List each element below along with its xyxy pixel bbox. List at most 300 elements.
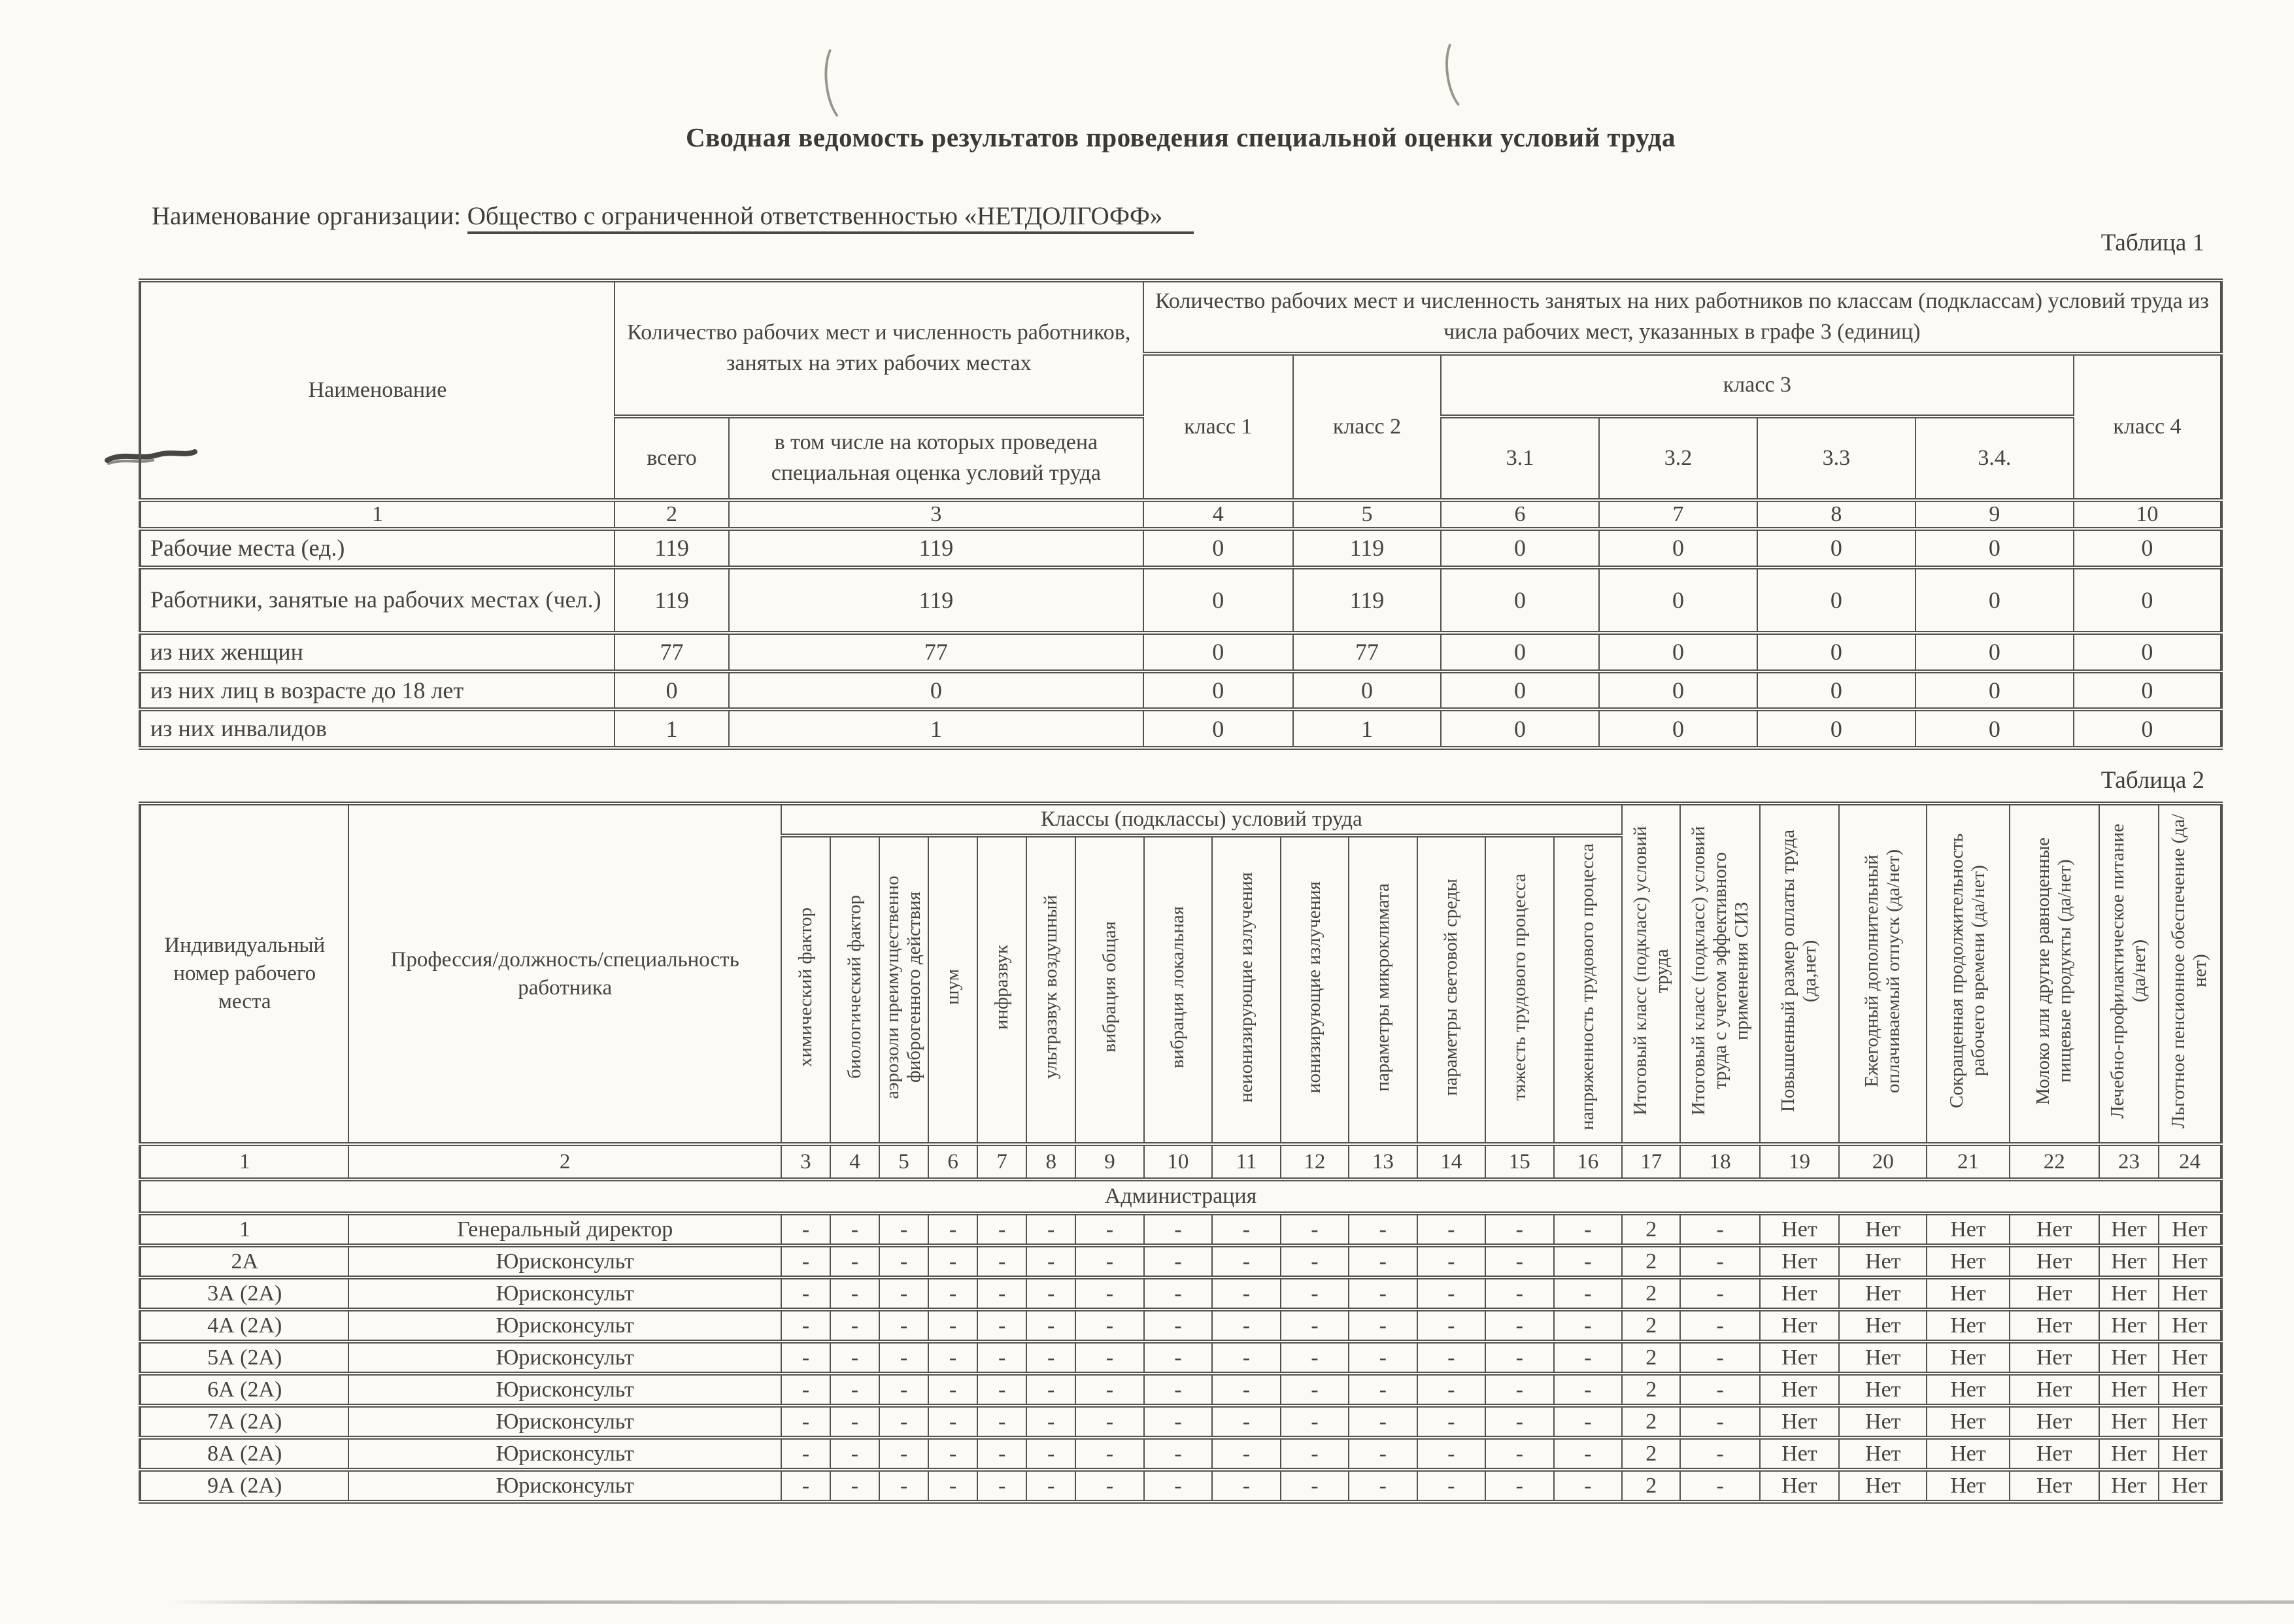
t1-column-number: 5 bbox=[1293, 500, 1441, 529]
t2-factor-value: - bbox=[1026, 1470, 1075, 1502]
scan-artifact-paren-icon bbox=[1441, 32, 1488, 115]
t1-column-number: 4 bbox=[1143, 500, 1293, 529]
t1-header-class3-3: 3.3 bbox=[1757, 416, 1915, 500]
table1 bbox=[139, 279, 2223, 750]
t1-value-cell: 0 bbox=[1915, 709, 2074, 748]
t2-factor-value: - bbox=[1144, 1213, 1212, 1245]
t2-factor-header-cell bbox=[1212, 836, 1280, 1144]
t2-factor-value: - bbox=[1349, 1406, 1417, 1438]
t2-final-class-siz: - bbox=[1680, 1310, 1759, 1342]
t2-factor-value: - bbox=[928, 1310, 977, 1342]
t2-factor-value: - bbox=[1349, 1374, 1417, 1406]
t2-factor-value: - bbox=[1349, 1277, 1417, 1310]
t1-value-cell: 1 bbox=[729, 709, 1143, 748]
t2-column-number: 9 bbox=[1075, 1144, 1143, 1179]
t2-benefit-value: Нет bbox=[2099, 1245, 2159, 1277]
t2-column-number: 16 bbox=[1554, 1144, 1622, 1179]
t2-factor-value: - bbox=[1144, 1470, 1212, 1502]
t1-value-cell: 0 bbox=[1441, 567, 1599, 633]
t2-column-number: 22 bbox=[2010, 1144, 2099, 1179]
t2-column-number: 14 bbox=[1417, 1144, 1485, 1179]
t2-profession: Юрисконсульт bbox=[348, 1406, 781, 1438]
t2-factor-value: - bbox=[1485, 1277, 1553, 1310]
t2-factor-header-cell bbox=[1075, 836, 1143, 1144]
t1-value-cell: 1 bbox=[1293, 709, 1441, 748]
t2-factor-value: - bbox=[928, 1342, 977, 1374]
t1-row-label: Рабочие места (ед.) bbox=[140, 529, 615, 567]
t2-factor-header-label: вибрация локальная bbox=[1167, 905, 1189, 1068]
t1-row-label: из них инвалидов bbox=[140, 709, 615, 748]
t2-factor-value: - bbox=[1075, 1438, 1143, 1470]
t2-benefit-value: Нет bbox=[1839, 1310, 1927, 1342]
scan-artifact-paren-icon bbox=[820, 37, 868, 126]
t2-factor-value: - bbox=[1281, 1245, 1349, 1277]
t2-result-header-label: Сокращенная продолжительность рабочего времени (да/нет) bbox=[1946, 833, 1989, 1109]
t2-factor-value: - bbox=[1417, 1374, 1485, 1406]
t2-benefit-value: Нет bbox=[2010, 1245, 2099, 1277]
t2-factor-value: - bbox=[1026, 1310, 1075, 1342]
t2-header-workplace-number: Индивидуальный номер рабочего места bbox=[140, 804, 348, 1144]
t2-factor-value: - bbox=[781, 1310, 830, 1342]
t2-final-class-siz: - bbox=[1680, 1342, 1759, 1374]
t2-factor-header-cell bbox=[1144, 836, 1212, 1144]
t2-header-profession: Профессия/должность/специальность работника bbox=[348, 804, 781, 1144]
t2-benefit-value: Нет bbox=[1927, 1310, 2009, 1342]
t2-factor-value: - bbox=[1417, 1342, 1485, 1374]
t2-benefit-value: Нет bbox=[1839, 1213, 1927, 1245]
t2-column-number: 10 bbox=[1144, 1144, 1212, 1179]
t1-header-class3: класс 3 bbox=[1441, 354, 2074, 416]
t2-factor-header-label: неионизирующие излучения bbox=[1235, 871, 1257, 1102]
t1-value-cell: 0 bbox=[1915, 567, 2074, 633]
t1-value-cell: 0 bbox=[1143, 709, 1293, 748]
t1-value-cell: 77 bbox=[729, 633, 1143, 671]
t2-final-class-siz: - bbox=[1680, 1470, 1759, 1502]
t1-header-class3-4: 3.4. bbox=[1915, 416, 2074, 500]
t1-value-cell: 119 bbox=[1293, 529, 1441, 567]
t2-factor-value: - bbox=[1212, 1213, 1280, 1245]
t2-column-number: 24 bbox=[2159, 1144, 2221, 1179]
t1-value-cell: 0 bbox=[1441, 709, 1599, 748]
t2-factor-header-label: вибрация общая bbox=[1098, 921, 1120, 1053]
t2-factor-value: - bbox=[1075, 1245, 1143, 1277]
t2-factor-value: - bbox=[1554, 1438, 1622, 1470]
t2-column-number: 11 bbox=[1212, 1144, 1280, 1179]
t2-profession: Юрисконсульт bbox=[348, 1277, 781, 1310]
t1-value-cell: 0 bbox=[1599, 567, 1757, 633]
t2-result-header-cell bbox=[2159, 804, 2221, 1144]
t2-top-row bbox=[140, 804, 2221, 836]
t2-benefit-value: Нет bbox=[2099, 1438, 2159, 1470]
t1-value-cell: 119 bbox=[615, 529, 729, 567]
t2-result-header-label: Молоко или другие равноценные пищевые продукты (да/нет) bbox=[2033, 837, 2076, 1105]
t2-benefit-value: Нет bbox=[2159, 1342, 2221, 1374]
t1-header-class1: класс 1 bbox=[1143, 354, 1293, 500]
t2-benefit-value: Нет bbox=[1760, 1277, 1839, 1310]
t2-factor-value: - bbox=[1212, 1374, 1280, 1406]
t2-final-class: 2 bbox=[1622, 1342, 1680, 1374]
t2-benefit-value: Нет bbox=[2159, 1277, 2221, 1310]
t2-factor-value: - bbox=[781, 1277, 830, 1310]
t1-header-class4: класс 4 bbox=[2074, 354, 2221, 500]
t2-column-number: 13 bbox=[1349, 1144, 1417, 1179]
t2-final-class-siz: - bbox=[1680, 1245, 1759, 1277]
t2-factor-value: - bbox=[1212, 1406, 1280, 1438]
t2-numbers-row bbox=[140, 1144, 2221, 1179]
t1-header-including: в том числе на которых проведена специальная оценка условий труда bbox=[729, 416, 1143, 500]
t2-factor-value: - bbox=[781, 1213, 830, 1245]
t2-result-header-cell bbox=[1927, 804, 2009, 1144]
t2-benefit-value: Нет bbox=[1760, 1470, 1839, 1502]
table2-row bbox=[140, 1277, 2221, 1310]
t2-factor-value: - bbox=[1144, 1406, 1212, 1438]
table2-row bbox=[140, 1374, 2221, 1406]
t2-workplace-id: 3А (2А) bbox=[140, 1277, 348, 1310]
t2-factor-value: - bbox=[1485, 1470, 1553, 1502]
t2-factor-value: - bbox=[1281, 1374, 1349, 1406]
t2-result-header-label: Лечебно-профилактическое питание (да/нет) bbox=[2107, 823, 2150, 1119]
t2-profession: Юрисконсульт bbox=[348, 1310, 781, 1342]
t2-factor-value: - bbox=[1075, 1406, 1143, 1438]
t2-final-class: 2 bbox=[1622, 1213, 1680, 1245]
t2-factor-value: - bbox=[830, 1406, 879, 1438]
t2-factor-value: - bbox=[1554, 1470, 1622, 1502]
t2-final-class-siz: - bbox=[1680, 1277, 1759, 1310]
t2-benefit-value: Нет bbox=[2010, 1406, 2099, 1438]
t2-workplace-id: 4А (2А) bbox=[140, 1310, 348, 1342]
t2-factor-value: - bbox=[1349, 1213, 1417, 1245]
t2-factor-value: - bbox=[1349, 1245, 1417, 1277]
t2-workplace-id: 6А (2А) bbox=[140, 1374, 348, 1406]
t2-factor-value: - bbox=[928, 1406, 977, 1438]
t2-factor-value: - bbox=[1417, 1277, 1485, 1310]
t2-factor-value: - bbox=[879, 1406, 928, 1438]
t1-value-cell: 119 bbox=[729, 567, 1143, 633]
t2-result-header-cell bbox=[2010, 804, 2099, 1144]
table1-row bbox=[140, 709, 2221, 748]
t2-factor-header-cell bbox=[781, 836, 830, 1144]
t2-result-header-label: Льготное пенсионное обеспечение (да/нет) bbox=[2168, 813, 2211, 1128]
t2-factor-value: - bbox=[977, 1245, 1026, 1277]
t1-numbers-row bbox=[140, 500, 2221, 529]
t2-factor-value: - bbox=[879, 1374, 928, 1406]
t2-factor-header-label: инфразвук bbox=[991, 944, 1013, 1030]
t1-value-cell: 0 bbox=[1599, 671, 1757, 710]
t2-final-class-siz: - bbox=[1680, 1438, 1759, 1470]
table2-row bbox=[140, 1406, 2221, 1438]
t2-benefit-value: Нет bbox=[1839, 1277, 1927, 1310]
t2-factor-header-label: шум bbox=[942, 969, 964, 1006]
t2-final-class: 2 bbox=[1622, 1374, 1680, 1406]
t2-result-header-cell bbox=[1839, 804, 1927, 1144]
t2-profession: Юрисконсульт bbox=[348, 1470, 781, 1502]
t2-factor-header-label: параметры микроклимата bbox=[1372, 883, 1393, 1091]
t2-factor-header-label: тяжесть трудового процесса bbox=[1508, 873, 1530, 1101]
t2-benefit-value: Нет bbox=[2159, 1310, 2221, 1342]
t2-benefit-value: Нет bbox=[1927, 1374, 2009, 1406]
t2-factor-value: - bbox=[1212, 1342, 1280, 1374]
organization-line bbox=[152, 201, 1194, 231]
t2-factor-header-cell bbox=[1349, 836, 1417, 1144]
t2-factor-value: - bbox=[879, 1310, 928, 1342]
t1-value-cell: 0 bbox=[1757, 529, 1915, 567]
t2-factor-value: - bbox=[977, 1213, 1026, 1245]
t1-column-number: 7 bbox=[1599, 500, 1757, 529]
t2-factor-value: - bbox=[1144, 1245, 1212, 1277]
t2-factor-value: - bbox=[977, 1310, 1026, 1342]
t2-benefit-value: Нет bbox=[1927, 1406, 2009, 1438]
t2-profession: Генеральный директор bbox=[348, 1213, 781, 1245]
t2-column-number: 8 bbox=[1026, 1144, 1075, 1179]
t2-factor-value: - bbox=[1349, 1342, 1417, 1374]
t1-value-cell: 0 bbox=[1441, 529, 1599, 567]
t2-factor-value: - bbox=[1417, 1310, 1485, 1342]
t2-factor-header-cell bbox=[1026, 836, 1075, 1144]
t2-factor-value: - bbox=[1075, 1342, 1143, 1374]
t2-benefit-value: Нет bbox=[2010, 1438, 2099, 1470]
t2-factor-value: - bbox=[1144, 1438, 1212, 1470]
t1-value-cell: 0 bbox=[1757, 633, 1915, 671]
t2-factor-value: - bbox=[879, 1342, 928, 1374]
t1-value-cell: 0 bbox=[1599, 633, 1757, 671]
t2-factor-value: - bbox=[1485, 1213, 1553, 1245]
t2-benefit-value: Нет bbox=[2099, 1374, 2159, 1406]
t2-final-class-siz: - bbox=[1680, 1406, 1759, 1438]
table1-body bbox=[140, 280, 2221, 748]
t2-factor-value: - bbox=[1554, 1213, 1622, 1245]
t2-factor-value: - bbox=[830, 1374, 879, 1406]
t2-factor-value: - bbox=[1417, 1213, 1485, 1245]
t1-value-cell: 0 bbox=[2074, 529, 2221, 567]
t2-benefit-value: Нет bbox=[1839, 1406, 1927, 1438]
t2-factor-header-label: ультразвук воздушный bbox=[1040, 895, 1062, 1079]
t2-workplace-id: 2А bbox=[140, 1245, 348, 1277]
t2-final-class-siz: - bbox=[1680, 1213, 1759, 1245]
t1-column-number: 8 bbox=[1757, 500, 1915, 529]
t2-factor-value: - bbox=[781, 1374, 830, 1406]
t2-benefit-value: Нет bbox=[2099, 1342, 2159, 1374]
t1-value-cell: 0 bbox=[2074, 567, 2221, 633]
t2-benefit-value: Нет bbox=[2159, 1406, 2221, 1438]
t1-value-cell: 0 bbox=[1599, 529, 1757, 567]
t2-section-header: Администрация bbox=[140, 1179, 2221, 1213]
t1-row-label: из них женщин bbox=[140, 633, 615, 671]
t2-workplace-id: 9А (2А) bbox=[140, 1470, 348, 1502]
t2-benefit-value: Нет bbox=[1839, 1342, 1927, 1374]
t2-final-class-siz: - bbox=[1680, 1374, 1759, 1406]
t2-benefit-value: Нет bbox=[1927, 1213, 2009, 1245]
t2-benefit-value: Нет bbox=[2099, 1277, 2159, 1310]
t2-factor-value: - bbox=[1026, 1277, 1075, 1310]
t1-value-cell: 77 bbox=[1293, 633, 1441, 671]
t1-value-cell: 0 bbox=[1441, 671, 1599, 710]
t2-factor-value: - bbox=[1417, 1406, 1485, 1438]
t1-row-label: Работники, занятые на рабочих местах (чел.) bbox=[140, 567, 615, 633]
t2-column-number: 20 bbox=[1839, 1144, 1927, 1179]
organization-label: Наименование организации: bbox=[152, 202, 461, 230]
t2-factor-value: - bbox=[1026, 1438, 1075, 1470]
t2-benefit-value: Нет bbox=[1839, 1438, 1927, 1470]
t2-result-header-label: Итоговый класс (подкласс) условий труда bbox=[1629, 826, 1672, 1116]
t2-profession: Юрисконсульт bbox=[348, 1438, 781, 1470]
t2-benefit-value: Нет bbox=[2010, 1213, 2099, 1245]
t2-factor-value: - bbox=[1212, 1277, 1280, 1310]
t1-column-number: 10 bbox=[2074, 500, 2221, 529]
t1-value-cell: 0 bbox=[1143, 633, 1293, 671]
t2-factor-value: - bbox=[928, 1245, 977, 1277]
t2-benefit-value: Нет bbox=[1927, 1470, 2009, 1502]
t1-value-cell: 0 bbox=[2074, 671, 2221, 710]
t2-benefit-value: Нет bbox=[1760, 1245, 1839, 1277]
t2-factor-value: - bbox=[781, 1342, 830, 1374]
t1-value-cell: 119 bbox=[729, 529, 1143, 567]
t2-factor-value: - bbox=[1144, 1342, 1212, 1374]
t2-factor-value: - bbox=[879, 1245, 928, 1277]
t2-factor-value: - bbox=[830, 1213, 879, 1245]
t1-value-cell: 0 bbox=[1293, 671, 1441, 710]
t2-benefit-value: Нет bbox=[1839, 1374, 1927, 1406]
t2-benefit-value: Нет bbox=[1760, 1406, 1839, 1438]
t1-header-group-a: Количество рабочих мест и численность работников, занятых на этих рабочих местах bbox=[615, 280, 1143, 416]
t2-factor-header-cell bbox=[1554, 836, 1622, 1144]
t2-benefit-value: Нет bbox=[2159, 1470, 2221, 1502]
t2-factor-value: - bbox=[1144, 1310, 1212, 1342]
table1-row bbox=[140, 567, 2221, 633]
t1-header-total: всего bbox=[615, 416, 729, 500]
t2-benefit-value: Нет bbox=[1839, 1245, 1927, 1277]
t2-column-number: 19 bbox=[1760, 1144, 1839, 1179]
t2-factor-value: - bbox=[1554, 1245, 1622, 1277]
table2-row bbox=[140, 1438, 2221, 1470]
t2-factor-value: - bbox=[879, 1470, 928, 1502]
t2-workplace-id: 7А (2А) bbox=[140, 1406, 348, 1438]
t2-benefit-value: Нет bbox=[1927, 1438, 2009, 1470]
t2-factor-value: - bbox=[977, 1470, 1026, 1502]
t2-factor-value: - bbox=[830, 1245, 879, 1277]
table1-caption: Таблица 1 bbox=[2100, 229, 2204, 256]
t2-profession: Юрисконсульт bbox=[348, 1342, 781, 1374]
t1-value-cell: 0 bbox=[2074, 709, 2221, 748]
t2-column-number: 7 bbox=[977, 1144, 1026, 1179]
t1-column-number: 9 bbox=[1915, 500, 2074, 529]
t2-column-number: 18 bbox=[1680, 1144, 1759, 1179]
t2-factor-value: - bbox=[1417, 1438, 1485, 1470]
t2-final-class: 2 bbox=[1622, 1470, 1680, 1502]
table2-row bbox=[140, 1310, 2221, 1342]
t1-value-cell: 0 bbox=[1143, 567, 1293, 633]
t2-benefit-value: Нет bbox=[2159, 1213, 2221, 1245]
t2-benefit-value: Нет bbox=[1760, 1213, 1839, 1245]
t1-value-cell: 0 bbox=[1915, 633, 2074, 671]
t2-factor-value: - bbox=[1026, 1213, 1075, 1245]
t2-factor-value: - bbox=[928, 1438, 977, 1470]
t2-factor-value: - bbox=[1075, 1374, 1143, 1406]
table2-row bbox=[140, 1470, 2221, 1502]
t2-factor-header-cell bbox=[879, 836, 928, 1144]
t2-factor-header-label: химический фактор bbox=[794, 907, 816, 1067]
t2-profession: Юрисконсульт bbox=[348, 1245, 781, 1277]
t2-factor-value: - bbox=[830, 1470, 879, 1502]
t2-factor-value: - bbox=[1554, 1277, 1622, 1310]
t2-result-header-cell bbox=[1680, 804, 1759, 1144]
t1-value-cell: 0 bbox=[615, 671, 729, 710]
t2-factor-value: - bbox=[1281, 1213, 1349, 1245]
t2-final-class: 2 bbox=[1622, 1406, 1680, 1438]
t1-header-name: Наименование bbox=[140, 280, 615, 500]
t2-factor-value: - bbox=[1026, 1245, 1075, 1277]
t2-benefit-value: Нет bbox=[2010, 1374, 2099, 1406]
t1-column-number: 1 bbox=[140, 500, 615, 529]
t2-final-class: 2 bbox=[1622, 1438, 1680, 1470]
t2-benefit-value: Нет bbox=[1927, 1342, 2009, 1374]
t2-factor-header-cell bbox=[928, 836, 977, 1144]
t2-benefit-value: Нет bbox=[2159, 1374, 2221, 1406]
t2-factor-value: - bbox=[1144, 1277, 1212, 1310]
t2-factor-header-cell bbox=[1485, 836, 1553, 1144]
t2-factor-value: - bbox=[781, 1245, 830, 1277]
t2-factor-value: - bbox=[1485, 1438, 1553, 1470]
t2-benefit-value: Нет bbox=[1760, 1438, 1839, 1470]
t2-factor-value: - bbox=[1281, 1438, 1349, 1470]
t2-factor-value: - bbox=[1281, 1470, 1349, 1502]
t2-factor-value: - bbox=[1554, 1374, 1622, 1406]
t2-benefit-value: Нет bbox=[1760, 1342, 1839, 1374]
t2-result-header-cell bbox=[2099, 804, 2159, 1144]
t2-benefit-value: Нет bbox=[1927, 1277, 2009, 1310]
t1-header-class2: класс 2 bbox=[1293, 354, 1441, 500]
t1-value-cell: 0 bbox=[1757, 671, 1915, 710]
scan-artifact-line bbox=[170, 1600, 2294, 1604]
t2-benefit-value: Нет bbox=[2099, 1406, 2159, 1438]
t1-value-cell: 0 bbox=[1441, 633, 1599, 671]
t2-factor-header-label: аэрозоли преимущественно фиброгенного действия bbox=[882, 875, 925, 1099]
t2-factor-value: - bbox=[1026, 1406, 1075, 1438]
t2-result-header-label: Итоговый класс (подкласс) условий труда с учетом эффективного применения СИЗ bbox=[1687, 826, 1752, 1116]
t2-factor-value: - bbox=[830, 1310, 879, 1342]
t2-benefit-value: Нет bbox=[1927, 1245, 2009, 1277]
t2-factor-value: - bbox=[781, 1406, 830, 1438]
table2-caption: Таблица 2 bbox=[2100, 767, 2204, 794]
t1-row-label: из них лиц в возрасте до 18 лет bbox=[140, 671, 615, 710]
t2-column-number: 12 bbox=[1281, 1144, 1349, 1179]
t2-factor-value: - bbox=[1281, 1310, 1349, 1342]
t2-benefit-value: Нет bbox=[2010, 1342, 2099, 1374]
t2-benefit-value: Нет bbox=[2099, 1470, 2159, 1502]
t2-factor-header-label: параметры световой среды bbox=[1440, 878, 1462, 1096]
table1-row bbox=[140, 633, 2221, 671]
t2-factor-value: - bbox=[1144, 1374, 1212, 1406]
t1-value-cell: 119 bbox=[1293, 567, 1441, 633]
t2-factor-value: - bbox=[781, 1438, 830, 1470]
t2-factor-header-cell bbox=[1417, 836, 1485, 1144]
t2-benefit-value: Нет bbox=[1839, 1470, 1927, 1502]
t2-factor-header-cell bbox=[977, 836, 1026, 1144]
t2-factor-value: - bbox=[1554, 1406, 1622, 1438]
t2-factor-value: - bbox=[781, 1470, 830, 1502]
t2-benefit-value: Нет bbox=[2010, 1470, 2099, 1502]
t2-factor-value: - bbox=[1212, 1245, 1280, 1277]
t1-header-class3-2: 3.2 bbox=[1599, 416, 1757, 500]
t2-factor-header-cell bbox=[1281, 836, 1349, 1144]
t1-value-cell: 0 bbox=[1757, 709, 1915, 748]
t2-factor-value: - bbox=[1485, 1245, 1553, 1277]
t1-column-number: 6 bbox=[1441, 500, 1599, 529]
t1-value-cell: 0 bbox=[1599, 709, 1757, 748]
table2-row bbox=[140, 1213, 2221, 1245]
t1-value-cell: 119 bbox=[615, 567, 729, 633]
t2-factor-value: - bbox=[1281, 1342, 1349, 1374]
t2-column-number: 17 bbox=[1622, 1144, 1680, 1179]
